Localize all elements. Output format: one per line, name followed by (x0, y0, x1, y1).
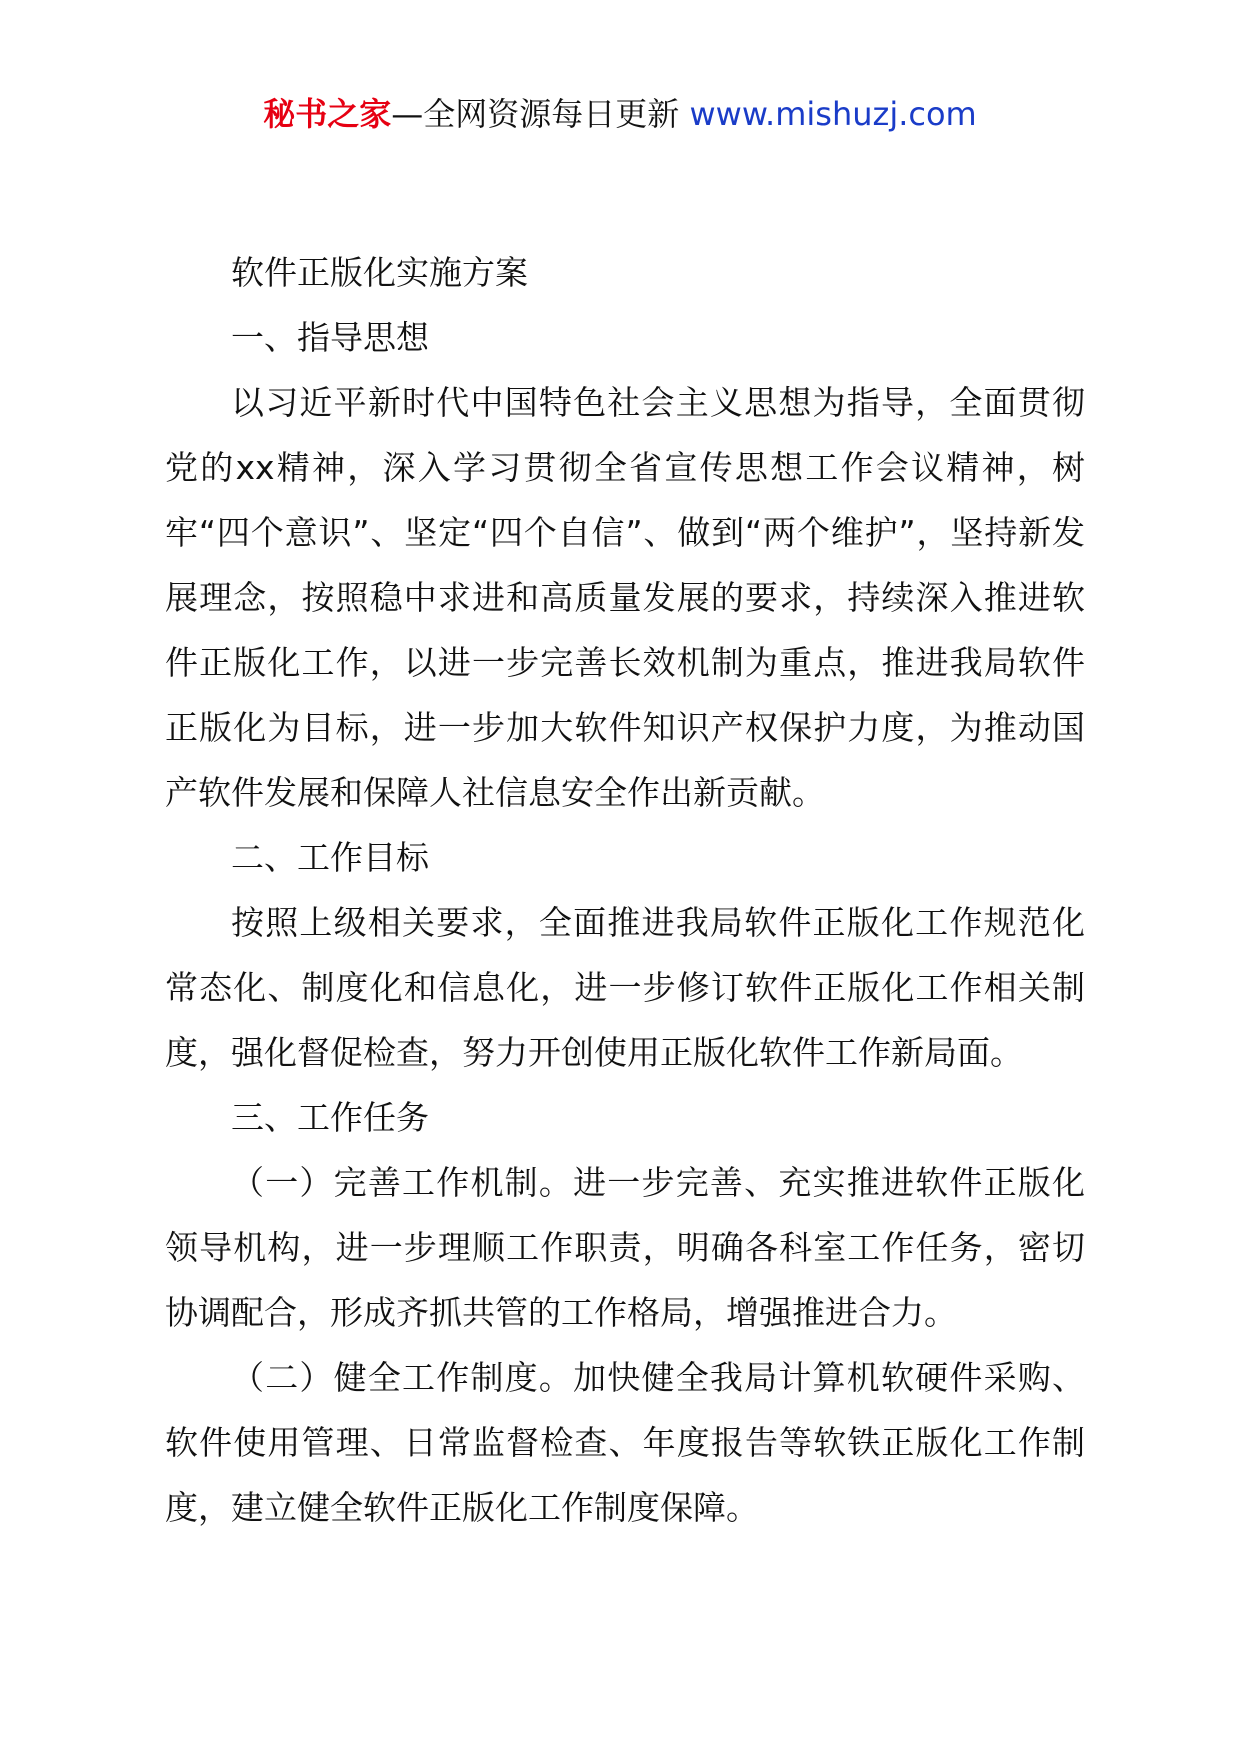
header-tagline: —全网资源每日更新 (391, 95, 690, 133)
site-header (0, 92, 1240, 136)
section-heading-work-tasks: 三、工作任务 (231, 1098, 429, 1137)
paragraph-task-system: （二）健全工作制度。加快健全我局计算机软硬件采购、软件使用管理、日常监督检查、年度报告等软铁正版化工作制度，建立健全软件正版化工作制度保障。 (165, 1358, 1085, 1527)
section-heading-guiding-ideology: 一、指导思想 (231, 318, 429, 357)
section-heading-work-goals: 二、工作目标 (231, 838, 429, 877)
brand-name: 秘书之家 (263, 95, 392, 133)
paragraph-guiding-ideology: 以习近平新时代中国特色社会主义思想为指导，全面贯彻党的xx精神，深入学习贯彻全省宣传思想工作会议精神，树牢“四个意识”、坚定“四个自信”、做到“两个维护”，坚持新发展理念，按照稳中求进和高质量发展的要求，持续深入推进软件正版化工作，以进一步完善长效机制为重点，推进我局软件正版化为目标，进一步加大软件知识产权保护力度，为推动国产软件发展和保障人社信息安全作出新贡献。 (165, 383, 1085, 812)
site-url[interactable]: www.mishuzj.com (689, 95, 977, 133)
paragraph-task-mechanism: （一）完善工作机制。进一步完善、充实推进软件正版化领导机构，进一步理顺工作职责，明确各科室工作任务，密切协调配合，形成齐抓共管的工作格局，增强推进合力。 (165, 1163, 1085, 1332)
document-body (165, 240, 1085, 1540)
paragraph-work-goals: 按照上级相关要求，全面推进我局软件正版化工作规范化常态化、制度化和信息化，进一步修订软件正版化工作相关制度，强化督促检查，努力开创使用正版化软件工作新局面。 (165, 903, 1085, 1072)
document-title: 软件正版化实施方案 (231, 253, 528, 292)
